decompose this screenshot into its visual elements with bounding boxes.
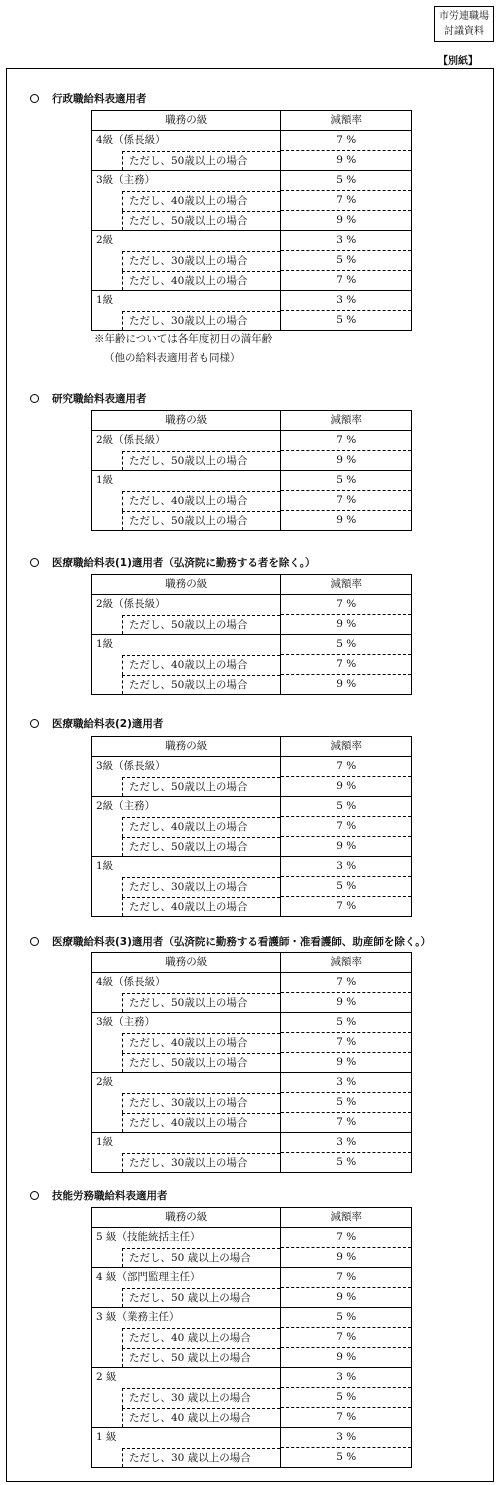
rate-cell: 9 %	[281, 1053, 412, 1073]
table-row	[92, 211, 412, 231]
age-condition-cell	[92, 675, 281, 695]
header-grade: 職務の級	[92, 953, 281, 973]
table-row	[92, 1388, 412, 1408]
rate-cell: 5 %	[281, 1448, 412, 1468]
table-row	[92, 1153, 412, 1173]
age-condition-cell	[92, 491, 281, 511]
circle-bullet-icon	[30, 1191, 39, 1200]
reduction-rate-table	[91, 110, 412, 331]
table-row	[92, 857, 412, 877]
reduction-rate-table	[91, 736, 412, 917]
document-stamp	[434, 6, 494, 42]
circle-bullet-icon	[30, 394, 39, 403]
table-row	[92, 1133, 412, 1153]
table-row	[92, 595, 412, 615]
rate-cell: 5 %	[281, 1013, 412, 1033]
table-header-row	[92, 575, 412, 595]
rate-cell: 7 %	[281, 1228, 412, 1248]
table-row	[92, 635, 412, 655]
rate-cell: 7 %	[281, 271, 412, 291]
attachment-label: 【別紙】	[438, 56, 478, 67]
age-condition-text: ただし、30歳以上の場合	[122, 877, 280, 897]
age-condition-text: ただし、40歳以上の場合	[122, 897, 280, 917]
rate-cell: 9 %	[281, 675, 412, 695]
age-condition-cell	[92, 1113, 281, 1133]
rate-cell: 5 %	[281, 877, 412, 897]
age-condition-cell	[92, 897, 281, 917]
grade-cell: 1級	[92, 857, 281, 877]
table-row	[92, 675, 412, 695]
circle-bullet-icon	[30, 94, 39, 103]
table-row	[92, 1448, 412, 1468]
section-heading	[30, 391, 147, 406]
grade-cell: 2 級	[92, 1368, 281, 1388]
circle-bullet-icon	[30, 719, 39, 728]
rate-cell: 5 %	[281, 171, 412, 191]
table-header-row	[92, 737, 412, 757]
table-row	[92, 1053, 412, 1073]
header-grade: 職務の級	[92, 737, 281, 757]
table-row	[92, 251, 412, 271]
age-condition-text: ただし、40歳以上の場合	[122, 817, 280, 837]
circle-bullet-icon	[30, 937, 39, 946]
age-condition-cell	[92, 1328, 281, 1348]
stamp-line-1: 市労連職場	[439, 11, 489, 22]
grade-cell: 5 級（技能統括主任）	[92, 1228, 281, 1248]
grade-cell: 3級（主務）	[92, 1013, 281, 1033]
rate-cell: 5 %	[281, 471, 412, 491]
table-row	[92, 1328, 412, 1348]
table-note: ※年齢については各年度初日の満年齢	[94, 333, 273, 345]
table-row	[92, 151, 412, 171]
age-condition-cell	[92, 1288, 281, 1308]
age-condition-cell	[92, 655, 281, 675]
age-condition-cell	[92, 1388, 281, 1408]
header-grade: 職務の級	[92, 411, 281, 431]
table-row	[92, 877, 412, 897]
table-row	[92, 777, 412, 797]
age-condition-cell	[92, 1053, 281, 1073]
age-condition-text: ただし、40歳以上の場合	[122, 1033, 280, 1053]
table-row	[92, 1033, 412, 1053]
age-condition-text: ただし、50 歳以上の場合	[122, 1348, 280, 1368]
grade-cell: 4級（係長級）	[92, 131, 281, 151]
grade-cell: 3級（係長級）	[92, 757, 281, 777]
table-row	[92, 897, 412, 917]
age-condition-text: ただし、50 歳以上の場合	[122, 1248, 280, 1268]
table-header-row	[92, 411, 412, 431]
section-heading-text: 医療職給料表(1)適用者（弘済院に勤務する者を除く。）	[52, 557, 316, 569]
rate-cell: 7 %	[281, 595, 412, 615]
rate-cell: 7 %	[281, 1113, 412, 1133]
section-heading-text: 医療職給料表(2)適用者	[52, 718, 164, 730]
age-condition-cell	[92, 1408, 281, 1428]
table-row	[92, 131, 412, 151]
rate-cell: 7 %	[281, 431, 412, 451]
table-row	[92, 1348, 412, 1368]
rate-cell: 9 %	[281, 615, 412, 635]
rate-cell: 3 %	[281, 1073, 412, 1093]
rate-cell: 5 %	[281, 797, 412, 817]
table-row	[92, 291, 412, 311]
grade-cell: 2級（主務）	[92, 797, 281, 817]
rate-cell: 7 %	[281, 757, 412, 777]
rate-cell: 9 %	[281, 1288, 412, 1308]
header-grade: 職務の級	[92, 1208, 281, 1228]
grade-cell: 1級	[92, 1133, 281, 1153]
table-row	[92, 1093, 412, 1113]
table-row	[92, 431, 412, 451]
rate-cell: 7 %	[281, 1408, 412, 1428]
section-heading	[30, 934, 431, 949]
table-header-row	[92, 1208, 412, 1228]
rate-cell: 7 %	[281, 897, 412, 917]
rate-cell: 5 %	[281, 1388, 412, 1408]
table-row	[92, 491, 412, 511]
table-row	[92, 655, 412, 675]
age-condition-text: ただし、40 歳以上の場合	[122, 1408, 280, 1428]
rate-cell: 3 %	[281, 1133, 412, 1153]
header-rate: 減額率	[281, 1208, 412, 1228]
age-condition-cell	[92, 1033, 281, 1053]
rate-cell: 3 %	[281, 231, 412, 251]
table-note: （他の給料表適用者も同様）	[104, 352, 241, 364]
section-heading-text: 医療職給料表(3)適用者（弘済院に勤務する看護師・准看護師、助産師を除く。）	[52, 936, 431, 948]
table-row	[92, 311, 412, 331]
rate-cell: 5 %	[281, 251, 412, 271]
grade-cell: 1級	[92, 635, 281, 655]
age-condition-text: ただし、50歳以上の場合	[122, 777, 280, 797]
section-heading	[30, 1188, 168, 1203]
age-condition-cell	[92, 837, 281, 857]
age-condition-text: ただし、50歳以上の場合	[122, 1053, 280, 1073]
stamp-line-2: 討議資料	[444, 26, 484, 37]
header-rate: 減額率	[281, 953, 412, 973]
age-condition-text: ただし、50 歳以上の場合	[122, 1288, 280, 1308]
table-row	[92, 451, 412, 471]
table-row	[92, 1308, 412, 1328]
table-row	[92, 1228, 412, 1248]
age-condition-cell	[92, 1448, 281, 1468]
age-condition-cell	[92, 191, 281, 211]
section-heading	[30, 716, 163, 731]
age-condition-cell	[92, 1153, 281, 1173]
rate-cell: 5 %	[281, 311, 412, 331]
age-condition-cell	[92, 993, 281, 1013]
rate-cell: 9 %	[281, 151, 412, 171]
table-row	[92, 511, 412, 531]
grade-cell: 1 級	[92, 1428, 281, 1448]
grade-cell: 4 級（部門監理主任）	[92, 1268, 281, 1288]
header-grade: 職務の級	[92, 575, 281, 595]
table-header-row	[92, 111, 412, 131]
age-condition-text: ただし、40歳以上の場合	[122, 191, 280, 211]
age-condition-text: ただし、50歳以上の場合	[122, 615, 280, 635]
age-condition-text: ただし、50歳以上の場合	[122, 993, 280, 1013]
table-row	[92, 615, 412, 635]
rate-cell: 7 %	[281, 817, 412, 837]
grade-cell: 4級（係長級）	[92, 973, 281, 993]
rate-cell: 3 %	[281, 1428, 412, 1448]
table-row	[92, 1408, 412, 1428]
age-condition-text: ただし、50歳以上の場合	[122, 211, 280, 231]
grade-cell: 3 級（業務主任）	[92, 1308, 281, 1328]
age-condition-text: ただし、40 歳以上の場合	[122, 1328, 280, 1348]
age-condition-cell	[92, 511, 281, 531]
section-heading	[30, 91, 147, 106]
grade-cell: 2級	[92, 1073, 281, 1093]
table-row	[92, 231, 412, 251]
grade-cell: 1級	[92, 471, 281, 491]
age-condition-text: ただし、40歳以上の場合	[122, 491, 280, 511]
table-row	[92, 1013, 412, 1033]
age-condition-text: ただし、30 歳以上の場合	[122, 1388, 280, 1408]
table-row	[92, 797, 412, 817]
circle-bullet-icon	[30, 558, 39, 567]
section-heading	[30, 555, 315, 570]
rate-cell: 7 %	[281, 973, 412, 993]
header-rate: 減額率	[281, 111, 412, 131]
table-row	[92, 1073, 412, 1093]
grade-cell: 2級（係長級）	[92, 431, 281, 451]
age-condition-cell	[92, 251, 281, 271]
grade-cell: 2級（係長級）	[92, 595, 281, 615]
table-row	[92, 191, 412, 211]
table-header-row	[92, 953, 412, 973]
age-condition-text: ただし、30歳以上の場合	[122, 311, 280, 331]
age-condition-text: ただし、40歳以上の場合	[122, 655, 280, 675]
table-row	[92, 471, 412, 491]
table-row	[92, 1368, 412, 1388]
table-row	[92, 271, 412, 291]
rate-cell: 3 %	[281, 857, 412, 877]
grade-cell: 2級	[92, 231, 281, 251]
rate-cell: 5 %	[281, 1153, 412, 1173]
rate-cell: 9 %	[281, 511, 412, 531]
header-grade: 職務の級	[92, 111, 281, 131]
age-condition-cell	[92, 877, 281, 897]
section-heading-text: 行政職給料表適用者	[52, 93, 147, 105]
rate-cell: 3 %	[281, 1368, 412, 1388]
age-condition-cell	[92, 615, 281, 635]
age-condition-cell	[92, 1348, 281, 1368]
age-condition-cell	[92, 1093, 281, 1113]
rate-cell: 7 %	[281, 1033, 412, 1053]
rate-cell: 5 %	[281, 635, 412, 655]
age-condition-text: ただし、30 歳以上の場合	[122, 1448, 280, 1468]
reduction-rate-table	[91, 1207, 412, 1468]
table-row	[92, 1288, 412, 1308]
rate-cell: 7 %	[281, 1328, 412, 1348]
table-row	[92, 973, 412, 993]
table-row	[92, 837, 412, 857]
age-condition-cell	[92, 1248, 281, 1268]
age-condition-text: ただし、30歳以上の場合	[122, 251, 280, 271]
rate-cell: 9 %	[281, 777, 412, 797]
age-condition-text: ただし、50歳以上の場合	[122, 451, 280, 471]
rate-cell: 7 %	[281, 655, 412, 675]
rate-cell: 9 %	[281, 211, 412, 231]
table-row	[92, 1428, 412, 1448]
rate-cell: 7 %	[281, 491, 412, 511]
age-condition-cell	[92, 211, 281, 231]
header-rate: 減額率	[281, 411, 412, 431]
rate-cell: 5 %	[281, 1093, 412, 1113]
age-condition-cell	[92, 451, 281, 471]
age-condition-text: ただし、50歳以上の場合	[122, 511, 280, 531]
header-rate: 減額率	[281, 575, 412, 595]
reduction-rate-table	[91, 410, 412, 531]
rate-cell: 9 %	[281, 837, 412, 857]
rate-cell: 9 %	[281, 1248, 412, 1268]
reduction-rate-table	[91, 952, 412, 1173]
age-condition-text: ただし、50歳以上の場合	[122, 675, 280, 695]
table-row	[92, 171, 412, 191]
table-row	[92, 757, 412, 777]
table-row	[92, 1268, 412, 1288]
rate-cell: 9 %	[281, 451, 412, 471]
age-condition-text: ただし、40歳以上の場合	[122, 271, 280, 291]
table-row	[92, 1113, 412, 1133]
age-condition-cell	[92, 271, 281, 291]
age-condition-cell	[92, 777, 281, 797]
rate-cell: 9 %	[281, 1348, 412, 1368]
age-condition-text: ただし、30歳以上の場合	[122, 1093, 280, 1113]
table-row	[92, 1248, 412, 1268]
table-row	[92, 817, 412, 837]
rate-cell: 7 %	[281, 131, 412, 151]
age-condition-text: ただし、50歳以上の場合	[122, 151, 280, 171]
rate-cell: 3 %	[281, 291, 412, 311]
age-condition-cell	[92, 817, 281, 837]
section-heading-text: 研究職給料表適用者	[52, 393, 147, 405]
age-condition-cell	[92, 151, 281, 171]
header-rate: 減額率	[281, 737, 412, 757]
age-condition-text: ただし、30歳以上の場合	[122, 1153, 280, 1173]
rate-cell: 7 %	[281, 1268, 412, 1288]
table-row	[92, 993, 412, 1013]
rate-cell: 9 %	[281, 993, 412, 1013]
rate-cell: 7 %	[281, 191, 412, 211]
age-condition-text: ただし、50歳以上の場合	[122, 837, 280, 857]
section-heading-text: 技能労務職給料表適用者	[52, 1190, 168, 1202]
reduction-rate-table	[91, 574, 412, 695]
age-condition-text: ただし、40歳以上の場合	[122, 1113, 280, 1133]
grade-cell: 1級	[92, 291, 281, 311]
grade-cell: 3級（主務）	[92, 171, 281, 191]
rate-cell: 5 %	[281, 1308, 412, 1328]
age-condition-cell	[92, 311, 281, 331]
